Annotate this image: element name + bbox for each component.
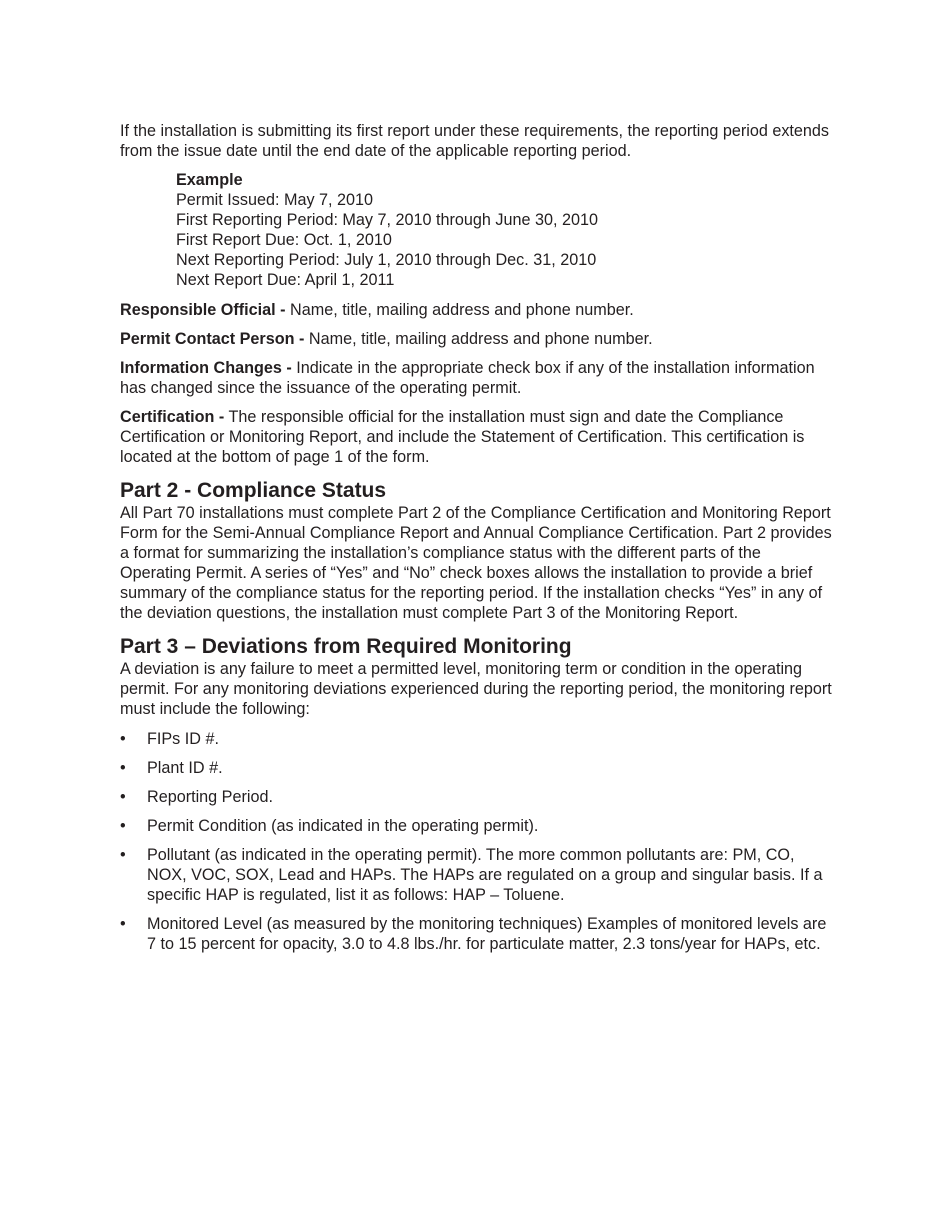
- list-item: [120, 787, 832, 807]
- list-item: [120, 729, 832, 749]
- part3-heading: Part 3 – Deviations from Required Monitoring: [120, 635, 572, 658]
- intro-paragraph: If the installation is submitting its first report under these requirements, the reporting period extends from the issue date until the end date of the applicable reporting period.: [120, 122, 830, 160]
- list-item-text: Monitored Level (as measured by the monitoring techniques) Examples of monitored levels are 7 to 15 percent for opacity, 3.0 to 4.8 lbs./hr. for particulate matter, 2.3 tons/year for HAPs, etc.: [147, 915, 827, 953]
- responsible-official-paragraph: [120, 300, 832, 320]
- list-item-text: FIPs ID #.: [147, 730, 219, 748]
- example-line: First Report Due: Oct. 1, 2010: [176, 231, 392, 249]
- information-changes-term: Information Changes -: [120, 359, 292, 377]
- bullet-icon: •: [120, 817, 126, 835]
- example-line: Permit Issued: May 7, 2010: [176, 191, 374, 209]
- example-title: Example: [176, 171, 243, 189]
- list-item-text: Plant ID #.: [147, 759, 223, 777]
- responsible-official-text: Name, title, mailing address and phone number.: [285, 301, 634, 319]
- bullet-icon: •: [120, 788, 126, 806]
- list-item: [120, 816, 832, 836]
- certification-text: The responsible official for the installation must sign and date the Compliance Certification or Monitoring Report, and include the Statement of Certification. This certification is located at the bottom of page 1 of the form.: [120, 408, 805, 466]
- page-content: [120, 121, 832, 963]
- example-line: Next Report Due: April 1, 2011: [176, 271, 395, 289]
- certification-paragraph: [120, 407, 832, 467]
- example-line: Next Reporting Period: July 1, 2010 through Dec. 31, 2010: [176, 251, 597, 269]
- list-item: [120, 845, 832, 905]
- list-item: [120, 914, 832, 954]
- permit-contact-paragraph: [120, 329, 832, 349]
- part2-heading: Part 2 - Compliance Status: [120, 479, 387, 502]
- list-item: [120, 758, 832, 778]
- responsible-official-term: Responsible Official -: [120, 301, 286, 319]
- bullet-icon: •: [120, 846, 126, 864]
- list-item-text: Reporting Period.: [147, 788, 273, 806]
- permit-contact-text: Name, title, mailing address and phone number.: [304, 330, 653, 348]
- certification-term: Certification -: [120, 408, 225, 426]
- information-changes-text: Indicate in the appropriate check box if any of the installation information has changed since the issuance of the operating permit.: [120, 359, 815, 397]
- list-item-text: Permit Condition (as indicated in the operating permit).: [147, 817, 539, 835]
- part2-body: All Part 70 installations must complete Part 2 of the Compliance Certification and Monitoring Report Form for the Semi-Annual Compliance Report and Annual Compliance Certification. Part 2 provides a format for summarizing the installation’s compliance status with the different parts of the Operating Permit. A series of “Yes” and “No” check boxes allows the installation to provide a brief summary of the compliance status for the reporting period. If the installation checks “Yes” in any of the deviation questions, the installation must complete Part 3 of the Monitoring Report.: [120, 504, 832, 622]
- example-block: [176, 170, 832, 290]
- bullet-icon: •: [120, 915, 126, 933]
- permit-contact-term: Permit Contact Person -: [120, 330, 305, 348]
- list-item-text: Pollutant (as indicated in the operating permit). The more common pollutants are: PM, CO, NOX, VOC, SOX, Lead and HAPs. The HAPs are regulated on a group and singular basis. If a specific HAP is regulated, list it as follows: HAP – Toluene.: [147, 846, 823, 904]
- part3-body: A deviation is any failure to meet a permitted level, monitoring term or condition in the operating permit. For any monitoring deviations experienced during the reporting period, the monitoring report must include the following:: [120, 660, 832, 718]
- information-changes-paragraph: [120, 358, 832, 398]
- bullet-icon: •: [120, 759, 126, 777]
- example-line: First Reporting Period: May 7, 2010 through June 30, 2010: [176, 211, 599, 229]
- bullet-icon: •: [120, 730, 126, 748]
- deviation-requirements-list: [120, 729, 832, 954]
